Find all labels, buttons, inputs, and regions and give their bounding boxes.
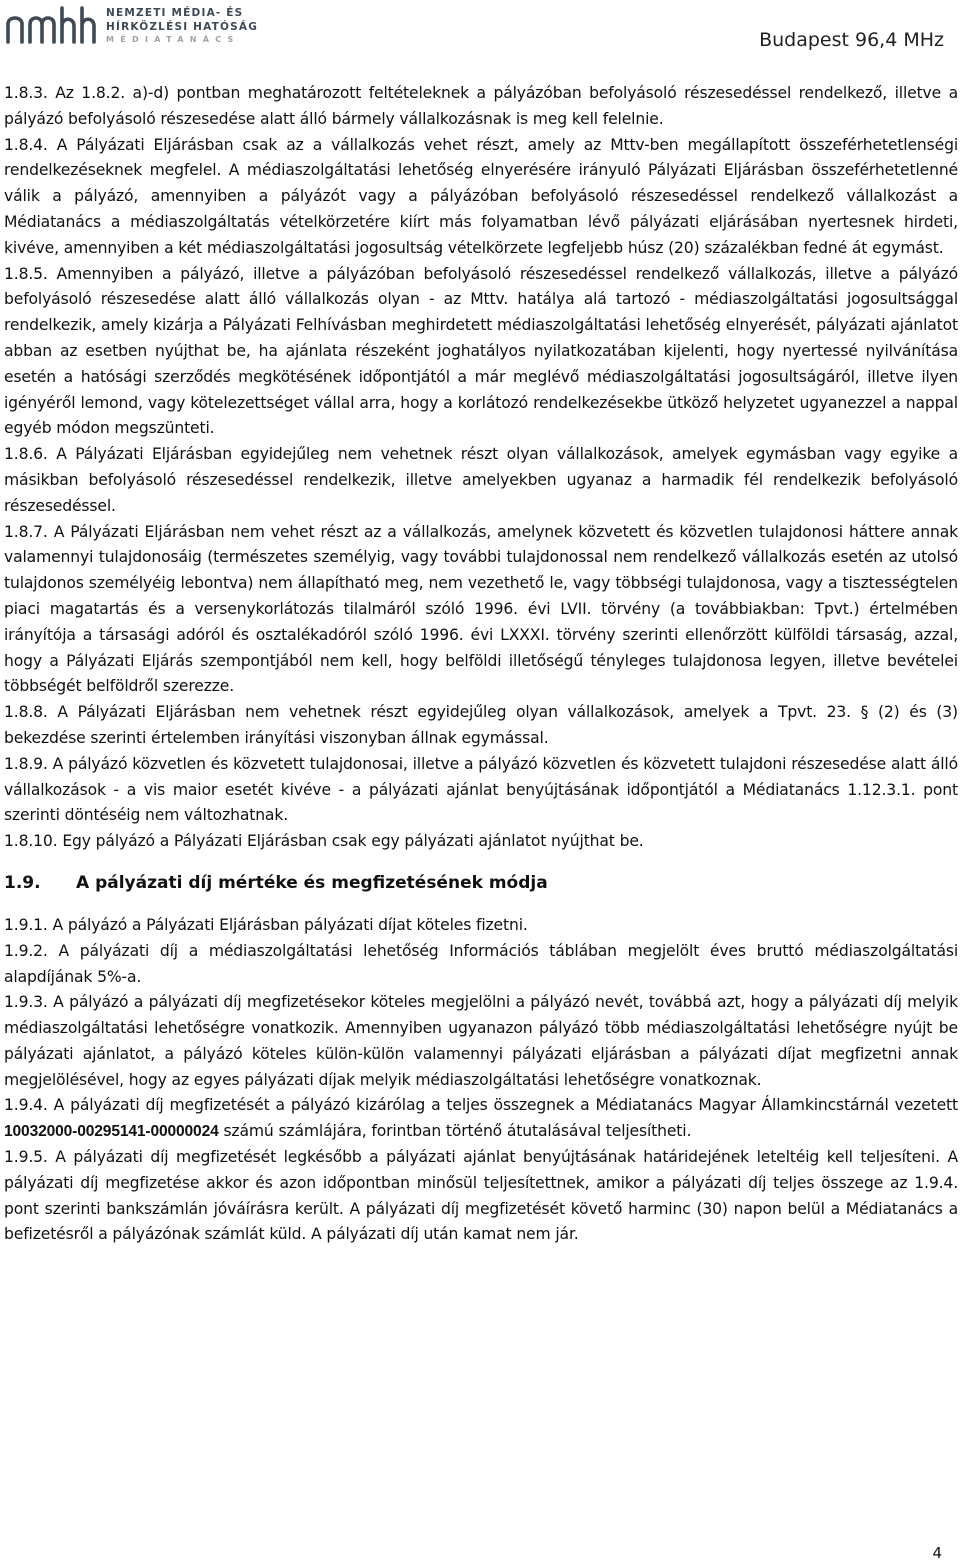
paragraph-text: A Pályázati Eljárásban nem vehetnek részt egyidejűleg olyan vállalkozások, amelyek a Tpvt. 23. § (2) és (3) bekezdése szerinti értelemben irányítási viszonyban állnak egymással. bbox=[4, 703, 958, 747]
paragraph-1-9-5 bbox=[4, 1145, 958, 1248]
org-name-line3: MÉDIATANÁCS bbox=[106, 35, 240, 44]
paragraph-number: 1.9.4. bbox=[4, 1096, 48, 1115]
document-body bbox=[4, 81, 958, 1248]
paragraph-text: A pályázó a pályázati díj megfizetésekor köteles megjelölni a pályázó nevét, továbbá azt, hogy a pályázati díj melyik médiaszolgáltatási lehetőségre vonatkozik. Amennyiben ugyanazon pályázó több médiaszolgáltatási lehetőségre nyújt be pályázati ajánlatot, a pályázó köteles külön-külön valamennyi pályázati eljárásban a pályázati díjat megfizetni annak megjelölésével, hogy az egyes pályázati díjak melyik médiaszolgáltatási lehetőségre vonatkoznak. bbox=[4, 993, 958, 1089]
paragraph-text: A pályázó közvetlen és közvetett tulajdonosai, illetve a pályázó közvetlen és közvetett tulajdoni részesedése alatt álló vállalkozások - a vis maior esetét kivéve - a pályázati ajánlat benyújtásának időpontjától a Médiatanács 1.12.3.1. pont szerinti döntéséig nem változhatnak. bbox=[4, 754, 958, 825]
section-number: 1.9. bbox=[4, 872, 41, 893]
paragraph-text: A Pályázati Eljárásban csak az a vállalkozás vehet részt, amely az Mttv-ben megállapított összeférhetetlenségi rendelkezéseknek megfelel. A médiaszolgáltatási lehetőség elnyerésére irányuló Pályázati Eljárásban összeférhetetlenné válik a pályázó, amennyiben a pályázót vagy a pályázóban befolyásoló részesedéssel rendelkező vállalkozást a Médiatanács a médiaszolgáltatás vételkörzetére kiírt más folyamatban lévő pályázati eljárásában nyertesnek hirdeti, kivéve, amennyiben a két médiaszolgáltatási jogosultság vételkörzete legfeljebb húsz (20) százalékban fedné át egymást. bbox=[4, 135, 959, 257]
paragraph-number: 1.8.3. bbox=[4, 84, 48, 102]
nmhh-logo bbox=[4, 2, 259, 50]
paragraph-number: 1.8.9. bbox=[4, 754, 48, 773]
paragraph-number: 1.9.2. bbox=[4, 941, 48, 960]
page-number: 4 bbox=[932, 1544, 942, 1562]
paragraph-text: Amennyiben a pályázó, illetve a pályázóban befolyásoló részesedéssel rendelkező vállalkozás, illetve a pályázó befolyásoló részesedése alatt álló vállalkozás olyan - az Mttv. hatálya alá tartozó - médiaszolgáltatási jogosultsággal rendelkezik, amely kizárja a Pályázati Felhívásban meghirdetett médiaszolgáltatási lehetőség elnyerését, pályázati ajánlatot abban az esetben nyújthat be, ha ajánlata részeként joghatályos nyilatkozatában kijelenti, hogy nyertessé nyilvánítása esetén a hatósági szerződés megkötésének időpontjától a már meglévő médiaszolgáltatási jogosultságáról, illetve ilyen igényéről lemond, vagy kötelezettséget vállal arra, hogy a korlátozó rendelkezésekbe ütköző helyzetet ugyanezzel a nappal egyéb módon megszünteti. bbox=[4, 264, 958, 438]
paragraph-1-8-5 bbox=[4, 262, 958, 443]
paragraph-number: 1.8.7. bbox=[4, 522, 48, 541]
paragraph-text-after: számú számlájára, forintban történő átutalásával teljesítheti. bbox=[218, 1122, 692, 1141]
paragraph-text: A Pályázati Eljárásban nem vehet részt az a vállalkozás, amelynek közvetett és közvetlen tulajdonosi háttere annak valamennyi tulajdonosáig (természetes személyig, vagy további tulajdonossal nem rendelkező vállalkozás esetén az utolsó tulajdonos személyéig lebontva) nem állapítható meg, nem vezethető le, vagy többségi tulajdonosa, vagy a tisztességtelen piaci magatartás és a versenykorlátozás tilalmáról szóló 1996. évi LVII. törvény (a továbbiakban: Tpvt.) értelmében irányítója a társasági adóról és osztalékadóról szóló 1996. évi LXXXI. törvény szerinti ellenőrzött külföldi társaság, azzal, hogy a Pályázati Eljárás szempontjából nem kell, hogy belföldi illetőségű tényleges tulajdonosa legyen, illetve bevételei többségét belföldről szerezze. bbox=[4, 522, 958, 696]
paragraph-number: 1.8.8. bbox=[4, 703, 48, 722]
paragraph-number: 1.8.4. bbox=[4, 135, 48, 154]
paragraph-text: A Pályázati Eljárásban egyidejűleg nem vehetnek részt olyan vállalkozások, amelyek egymásban vagy egyike a másikban befolyásoló részesedéssel rendelkezik, illetve amelyekben ugyanaz a harmadik fél rendelkezik befolyásoló részesedéssel. bbox=[4, 445, 958, 515]
paragraph-number: 1.9.5. bbox=[4, 1148, 48, 1167]
paragraph-number: 1.8.10. bbox=[4, 832, 58, 851]
paragraph-1-8-6 bbox=[4, 442, 958, 519]
nmhh-logo-mark-icon bbox=[4, 2, 102, 50]
org-name-line1: NEMZETI MÉDIA- ÉS bbox=[106, 7, 244, 19]
paragraph-1-9-2 bbox=[4, 939, 958, 991]
paragraph-text: A pályázati díj megfizetését legkésőbb a pályázati ajánlat benyújtásának határidejének leteltéig kell teljesíteni. A pályázati díj megfizetése akkor és azon időpontban minősül teljesítettnek, amikor a pályázati díj teljes összege az 1.9.4. pont szerinti bankszámlán jóváírásra került. A pályázati díj megfizetését követő harminc (30) napon belül a Médiatanács a befizetésről a pályázónak számlát küld. A pályázati díj után kamat nem jár. bbox=[4, 1148, 958, 1244]
paragraph-1-9-3 bbox=[4, 990, 958, 1093]
paragraph-number: 1.9.3. bbox=[4, 993, 48, 1012]
page-header bbox=[0, 0, 960, 80]
section-heading bbox=[4, 873, 958, 893]
paragraph-number: 1.8.6. bbox=[4, 445, 48, 464]
paragraph-number: 1.8.5. bbox=[4, 264, 48, 283]
paragraph-1-8-8 bbox=[4, 700, 958, 752]
paragraph-number: 1.9.1. bbox=[4, 915, 48, 934]
bank-account-number: 10032000-00295141-00000024 bbox=[4, 1123, 219, 1141]
paragraph-text: A pályázó a Pályázati Eljárásban pályázati díjat köteles fizetni. bbox=[52, 915, 528, 934]
paragraph-1-8-7 bbox=[4, 520, 958, 701]
org-name-line2: HÍRKÖZLÉSI HATÓSÁG bbox=[106, 21, 259, 33]
section-title: A pályázati díj mértéke és megfizetésének módja bbox=[76, 872, 548, 893]
paragraph-text: Egy pályázó a Pályázati Eljárásban csak egy pályázati ajánlatot nyújthat be. bbox=[62, 832, 644, 851]
paragraph-text: Az 1.8.2. a)-d) pontban meghatározott feltételeknek a pályázóban befolyásoló részesedéssel rendelkező, illetve a pályázó befolyásoló részesedése alatt álló bármely vállalkozásnak is meg kell felelnie. bbox=[4, 84, 958, 128]
paragraph-text-before: A pályázati díj megfizetését a pályázó kizárólag a teljes összegnek a Médiatanács Magyar Államkincstárnál vezetett bbox=[53, 1096, 958, 1115]
paragraph-1-8-4 bbox=[4, 133, 958, 262]
paragraph-text: A pályázati díj a médiaszolgáltatási lehetőség Információs táblában megjelölt éves bruttó médiaszolgáltatási alapdíjának 5%-a. bbox=[4, 941, 959, 986]
station-label: Budapest 96,4 MHz bbox=[759, 29, 944, 51]
paragraph-1-9-4 bbox=[4, 1093, 958, 1145]
paragraph-1-9-1 bbox=[4, 913, 958, 939]
paragraph-1-8-3 bbox=[4, 81, 958, 133]
paragraph-1-8-10 bbox=[4, 829, 958, 855]
paragraph-1-8-9 bbox=[4, 752, 958, 829]
